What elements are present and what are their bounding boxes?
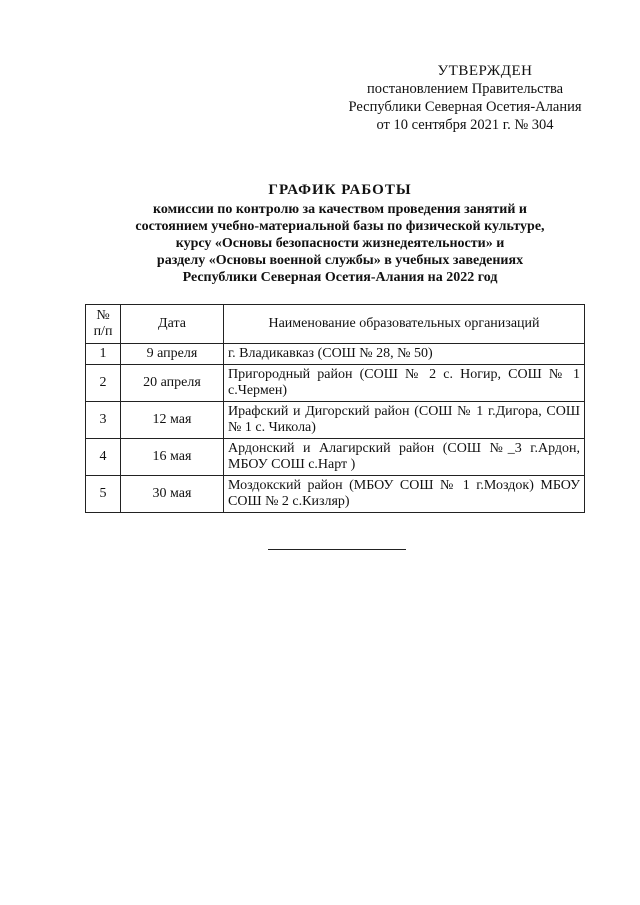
schedule-table xyxy=(85,304,585,513)
heading-line: курсу «Основы безопасности жизнедеятельности» и xyxy=(175,236,505,251)
table-header-row xyxy=(86,305,585,344)
approval-line: от 10 сентября 2021 г. № 304 xyxy=(376,117,554,133)
row-num: 5 xyxy=(86,476,121,513)
table-row xyxy=(86,365,585,402)
table-row xyxy=(86,439,585,476)
row-org: Пригородный район (СОШ № 2 с. Ногир, СОШ № 1 с.Чермен) xyxy=(224,365,585,402)
row-org: Моздокский район (МБОУ СОШ № 1 г.Моздок) МБОУ СОШ № 2 с.Кизляр) xyxy=(224,476,585,513)
row-date: 12 мая xyxy=(121,402,224,439)
row-num: 2 xyxy=(86,365,121,402)
row-org: г. Владикавказ (СОШ № 28, № 50) xyxy=(224,344,585,365)
header-org: Наименование образовательных организаций xyxy=(224,305,585,344)
table-row xyxy=(86,402,585,439)
row-org: Ардонский и Алагирский район (СОШ №_3 г.Ардон, МБОУ СОШ с.Нарт ) xyxy=(224,439,585,476)
heading-line: Республики Северная Осетия-Алания на 2022 год xyxy=(182,270,498,285)
document-title: ГРАФИК РАБОТЫ xyxy=(268,182,412,198)
separator-line xyxy=(268,549,406,550)
header-num: № п/п xyxy=(86,305,121,344)
heading-line: разделу «Основы военной службы» в учебных заведениях xyxy=(156,253,524,268)
row-date: 9 апреля xyxy=(121,344,224,365)
approval-block xyxy=(330,62,600,134)
row-date: 30 мая xyxy=(121,476,224,513)
row-num: 1 xyxy=(86,344,121,365)
approval-title: УТВЕРЖДЕН xyxy=(437,63,533,79)
heading-line: состоянием учебно-материальной базы по физической культуре, xyxy=(135,219,545,234)
document-heading xyxy=(90,182,590,286)
row-date: 16 мая xyxy=(121,439,224,476)
heading-line: комиссии по контролю за качеством проведения занятий и xyxy=(153,202,527,217)
approval-line: Республики Северная Осетия-Алания xyxy=(348,99,582,115)
approval-line: постановлением Правительства xyxy=(366,81,564,97)
row-num: 3 xyxy=(86,402,121,439)
row-num: 4 xyxy=(86,439,121,476)
row-date: 20 апреля xyxy=(121,365,224,402)
table-row xyxy=(86,344,585,365)
table-row xyxy=(86,476,585,513)
header-date: Дата xyxy=(121,305,224,344)
row-org: Ирафский и Дигорский район (СОШ № 1 г.Дигора, СОШ № 1 с. Чикола) xyxy=(224,402,585,439)
